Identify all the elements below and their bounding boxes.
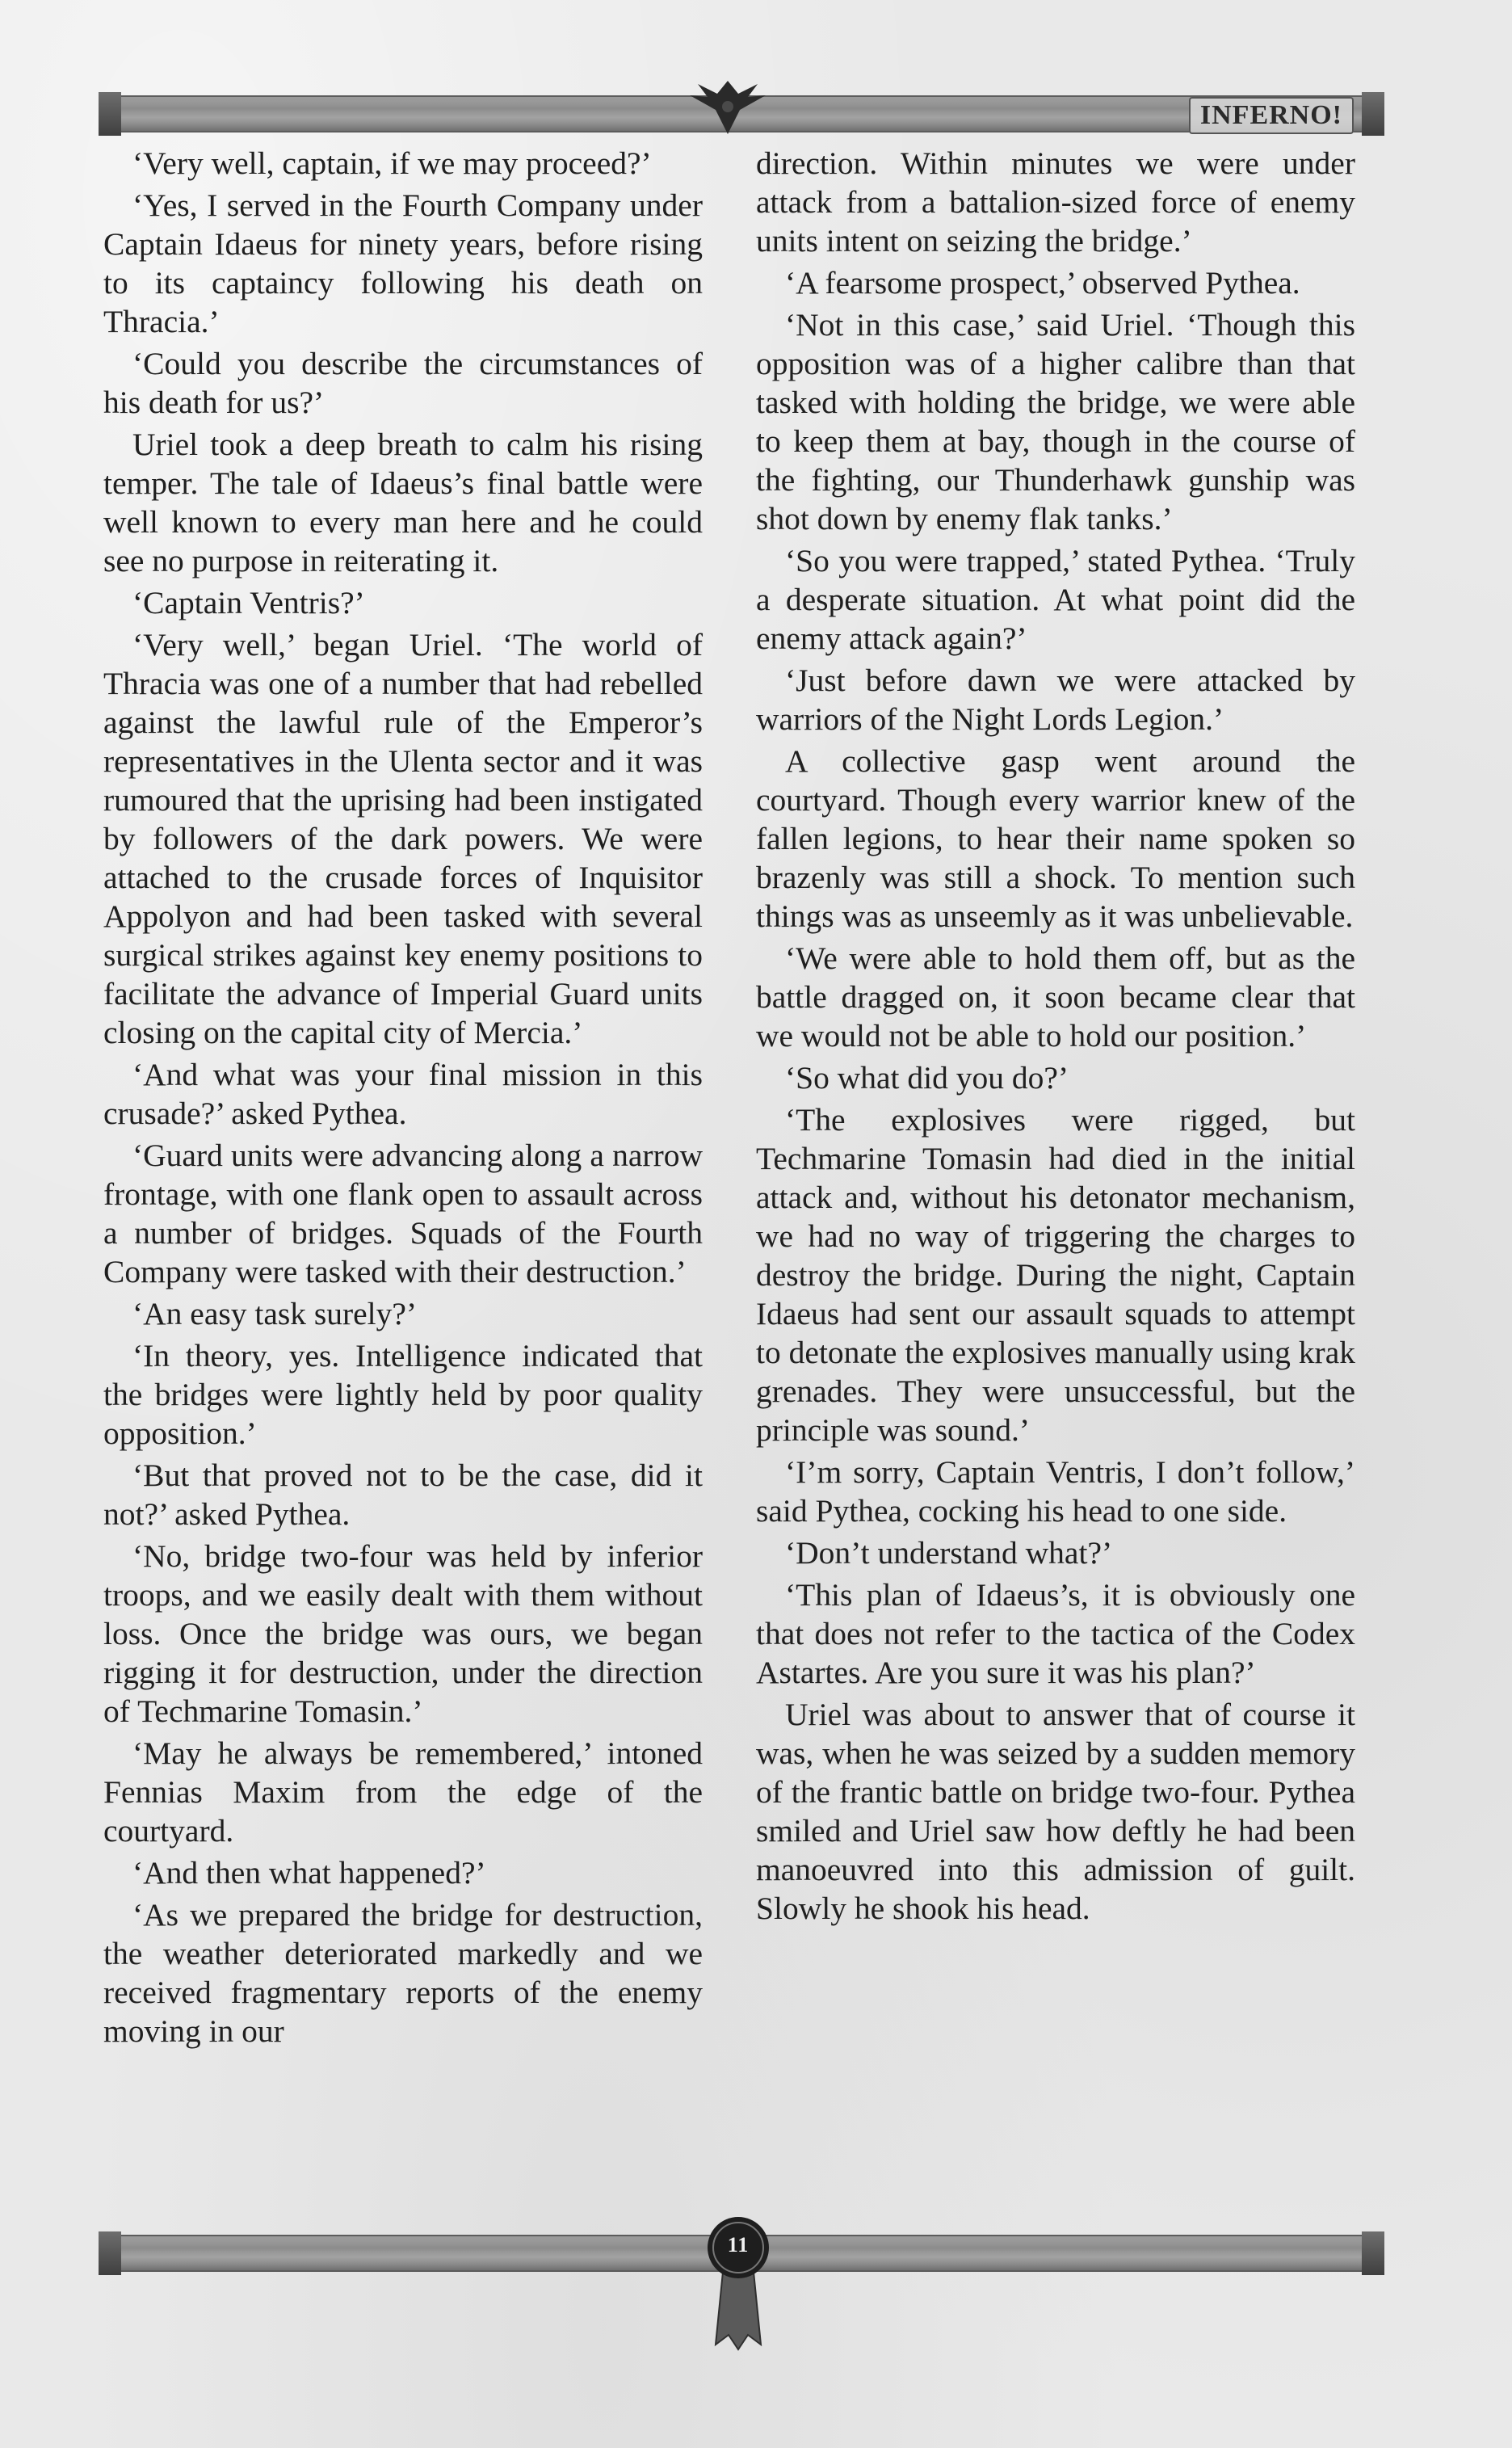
section-title: INFERNO! [1189, 97, 1354, 134]
aquila-emblem-icon [683, 78, 772, 144]
paragraph: Uriel took a deep breath to calm his rising temper. The tale of Idaeus’s final battle were well known to every man here and he could see no purpose in reiterating it. [103, 427, 703, 578]
paragraph: ‘A fearsome prospect,’ observed Pythea. [785, 265, 1300, 301]
paragraph: ‘Yes, I served in the Fourth Company under Captain Idaeus for ninety years, before rising to its captaincy following his death on Thracia.’ [103, 187, 703, 339]
paragraph: ‘The explosives were rigged, but Techmarine Tomasin had died in the initial attack and, without his detonator mechanism, we had no way of triggering the charges to destroy the bridge. During the night, Captain Idaeus had sent our assault squads to attempt to detonate the explosives manually using krak grenades. They were unsuccessful, but the principle was sound.’ [756, 1102, 1355, 1448]
right-text-column [756, 144, 1355, 1931]
paragraph: ‘An easy task surely?’ [132, 1296, 418, 1331]
paragraph: ‘And then what happened?’ [132, 1855, 486, 1891]
paragraph: ‘And what was your final mission in this crusade?’ asked Pythea. [103, 1057, 703, 1131]
paragraph: ‘Not in this case,’ said Uriel. ‘Though this opposition was of a higher calibre than that tasked with holding the bridge, we were able to keep them at bay, though in the course of the fighting, our Thunderhawk gunship was shot down by enemy flak tanks.’ [756, 307, 1355, 536]
left-text-column [103, 144, 703, 2054]
paragraph: ‘Guard units were advancing along a narrow frontage, with one flank open to assault across a number of bridges. Squads of the Fourth Company were tasked with their destruction.’ [103, 1138, 703, 1289]
paragraph: ‘But that proved not to be the case, did it not?’ asked Pythea. [103, 1457, 703, 1532]
paragraph: A collective gasp went around the courtyard. Though every warrior knew of the fallen legions, to hear their name spoken so brazenly was still a shock. To mention such things was as unseemly as it was unbelievable. [756, 743, 1355, 934]
paragraph: ‘As we prepared the bridge for destruction, the weather deteriorated markedly and we received fragmentary reports of the enemy moving in our [103, 1897, 703, 2049]
paragraph: Uriel was about to answer that of course it was, when he was seized by a sudden memory of the frantic battle on bridge two-four. Pythea smiled and Uriel saw how deftly he had been manoeuvred into this admission of guilt. Slowly he shook his head. [756, 1697, 1355, 1926]
paragraph: ‘Captain Ventris?’ [132, 585, 365, 620]
paragraph: ‘Could you describe the circumstances of his death for us?’ [103, 346, 703, 420]
paragraph: direction. Within minutes we were under attack from a battalion-sized force of enemy units intent on seizing the bridge.’ [756, 145, 1355, 259]
paragraph: ‘Don’t understand what?’ [785, 1535, 1113, 1571]
paragraph: ‘I’m sorry, Captain Ventris, I don’t follow,’ said Pythea, cocking his head to one side. [756, 1454, 1355, 1529]
paragraph: ‘We were able to hold them off, but as the battle dragged on, it soon became clear that we would not be able to hold our position.’ [756, 940, 1355, 1054]
paragraph: ‘Very well, captain, if we may proceed?’ [132, 145, 652, 181]
page-number: 11 [727, 2233, 750, 2257]
paragraph: ‘So you were trapped,’ stated Pythea. ‘Truly a desperate situation. At what point did the enemy attack again?’ [756, 543, 1355, 656]
paragraph: ‘This plan of Idaeus’s, it is obviously one that does not refer to the tactica of the Codex Astartes. Are you sure it was his plan?’ [756, 1577, 1355, 1690]
paragraph: ‘In theory, yes. Intelligence indicated that the bridges were lightly held by poor quality opposition.’ [103, 1338, 703, 1451]
paragraph: ‘Just before dawn we were attacked by warriors of the Night Lords Legion.’ [756, 662, 1355, 737]
paragraph: ‘No, bridge two-four was held by inferior troops, and we easily dealt with them without loss. Once the bridge was ours, we began rigging it for destruction, under the direction of Techmarine Tomasin.’ [103, 1538, 703, 1729]
paragraph: ‘Very well,’ began Uriel. ‘The world of Thracia was one of a number that had rebelled against the lawful rule of the Emperor’s representatives in the Ulenta sector and it was rumoured that the uprising had been instigated by followers of the dark powers. We were attached to the crusade forces of Inquisitor Appolyon and had been tasked with several surgical strikes against key enemy positions to facilitate the advance of Imperial Guard units closing on the capital city of Mercia.’ [103, 627, 703, 1050]
paragraph: ‘May he always be remembered,’ intoned Fennias Maxim from the edge of the courtyard. [103, 1735, 703, 1849]
paragraph: ‘So what did you do?’ [785, 1060, 1069, 1096]
